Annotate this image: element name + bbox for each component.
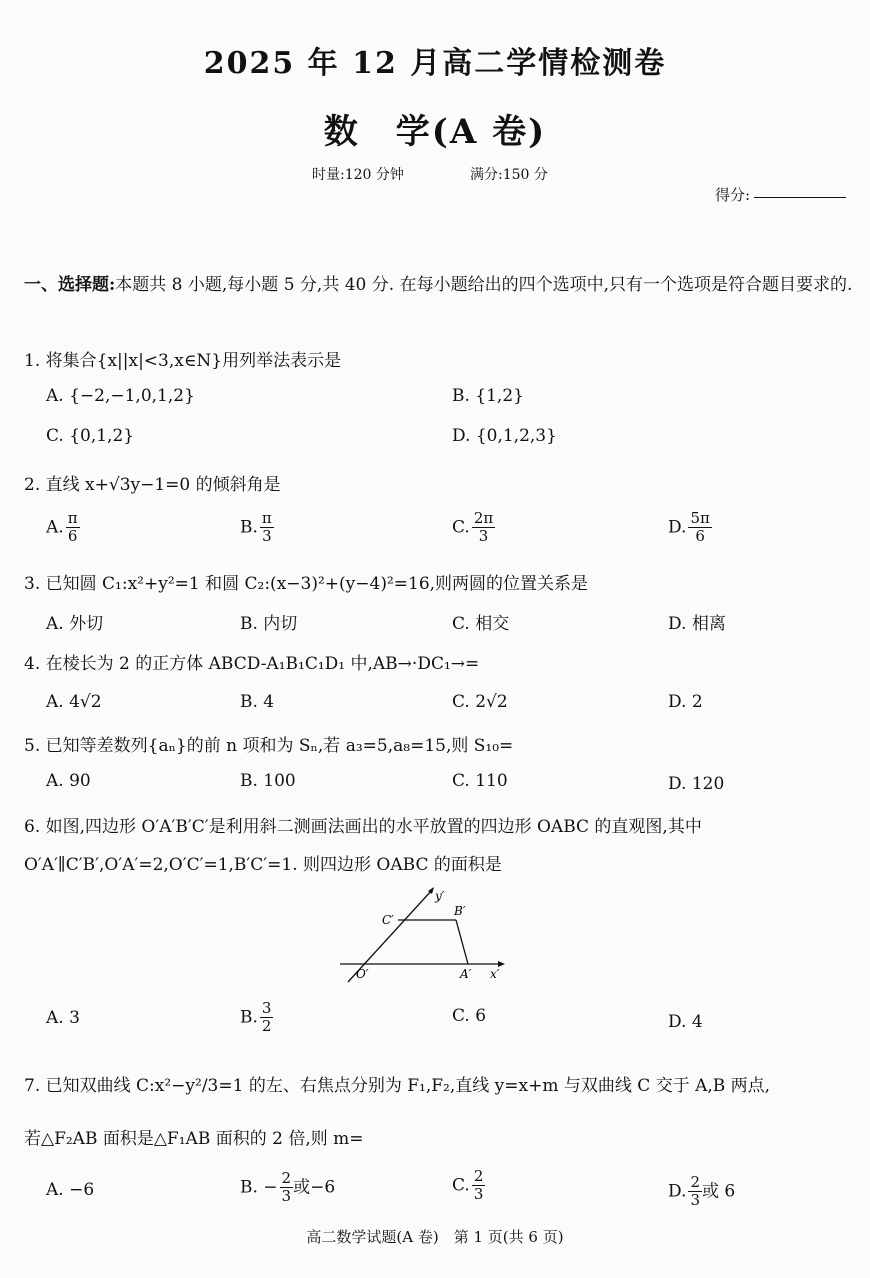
label-y: y′ [435,889,445,903]
fraction [688,510,711,546]
q6-option-a[interactable]: A. 3 [46,1008,80,1028]
q5-option-a[interactable]: A. 90 [46,771,91,791]
page-footer: 高二数学试题(A 卷) 第 1 页(共 6 页) [306,1228,564,1246]
question-7-stem-line2: 若△F₂AB 面积是△F₁AB 面积的 2 倍,则 m= [24,1129,364,1149]
fraction [66,510,80,546]
q4-option-b[interactable]: B. 4 [240,692,275,712]
numerator: 2 [281,1169,292,1187]
label-o: O′ [356,967,369,981]
q1-option-b[interactable]: B. {1,2} [452,386,524,406]
numerator: 2π [473,509,494,527]
fraction [688,1174,702,1210]
q1-option-c[interactable]: C. {0,1,2} [46,426,135,446]
question-7-stem-line1: 7. 已知双曲线 C:x²−y²/3=1 的左、右焦点分别为 F₁,F₂,直线 y=x+m 与双曲线 C 交于 A,B 两点, [24,1076,771,1096]
denominator: 3 [281,1187,292,1206]
segment-b-a [456,920,468,964]
option-label: C. [452,517,470,538]
question-6-stem-line2: O′A′∥C′B′,O′A′=2,O′C′=1,B′C′=1. 则四边形 OABC 的面积是 [24,855,502,875]
fraction [280,1170,294,1206]
denominator: 6 [695,527,705,546]
q4-option-a[interactable]: A. 4√2 [46,692,102,712]
option-label: B. [240,517,258,538]
q7-option-d[interactable] [668,1174,735,1210]
numerator: 3 [261,999,272,1017]
option-tail: 或−6 [293,1177,336,1198]
label-x: x′ [490,967,500,981]
fraction [472,510,495,546]
option-label: D. [668,517,687,538]
label-b: B′ [454,904,466,918]
q4-option-d[interactable]: D. 2 [668,692,703,712]
q6-option-c[interactable]: C. 6 [452,1006,487,1026]
numerator: 2 [473,1167,484,1185]
score-label: 得分: [714,186,750,204]
q6-option-d[interactable]: D. 4 [668,1012,703,1032]
denominator: 3 [262,527,272,546]
full-score: 满分:150 分 [470,167,548,183]
option-tail: 或 6 [701,1181,736,1202]
q3-option-b[interactable]: B. 内切 [240,614,298,634]
q2-option-b[interactable] [240,510,274,546]
score-blank[interactable] [754,197,846,198]
option-label: C. [452,1175,470,1196]
score-field[interactable] [715,184,846,205]
q3-option-c[interactable]: C. 相交 [452,614,510,634]
denominator: 6 [67,527,78,546]
question-3-stem: 3. 已知圆 C₁:x²+y²=1 和圆 C₂:(x−3)²+(y−4)²=16,则两圆的位置关系是 [24,574,589,594]
question-4-stem: 4. 在棱长为 2 的正方体 ABCD-A₁B₁C₁D₁ 中,AB→·DC₁→= [24,654,480,674]
option-label: A. [46,517,64,538]
numerator: π [67,509,78,527]
fraction [260,1000,274,1036]
q4-option-c[interactable]: C. 2√2 [452,692,508,712]
question-1-stem: 1. 将集合{x||x|<3,x∈N}用列举法表示是 [24,351,342,371]
label-c: C′ [382,913,394,927]
denominator: 3 [473,1185,484,1204]
q1-option-d[interactable]: D. {0,1,2,3} [452,426,557,446]
q2-option-a[interactable] [46,510,80,546]
q2-option-c[interactable] [452,510,495,546]
q5-option-c[interactable]: C. 110 [452,771,508,791]
denominator: 3 [690,1191,700,1210]
section-one-heading [24,264,854,306]
question-6-stem-line1: 6. 如图,四边形 O′A′B′C′是利用斜二测画法画出的水平放置的四边形 OABC 的直观图,其中 [24,817,702,837]
section-title: 一、选择题: [24,275,116,295]
denominator: 3 [478,527,489,546]
option-label: D. [668,1181,687,1202]
question-2-stem: 2. 直线 x+√3y−1=0 的倾斜角是 [24,475,281,495]
oblique-quadrilateral-figure [340,884,510,984]
q2-option-d[interactable] [668,510,712,546]
q7-option-c[interactable] [452,1168,485,1204]
time-limit: 时量:120 分钟 [312,167,404,183]
q6-option-b[interactable] [240,1000,273,1036]
denominator: 2 [261,1017,272,1036]
numerator: π [261,509,272,527]
numerator: 2 [690,1173,700,1191]
q5-option-d[interactable]: D. 120 [668,774,725,794]
q7-option-b[interactable] [240,1170,335,1206]
option-label: B. [240,1007,258,1028]
subject-title: 数 学(A 卷) [323,112,547,152]
label-a: A′ [460,967,472,981]
exam-title: 2025 年 12 月高二学情检测卷 [203,46,667,81]
q5-option-b[interactable]: B. 100 [240,771,296,791]
fraction [472,1168,486,1204]
option-label: B. − [240,1177,278,1198]
q1-option-a[interactable]: A. {−2,−1,0,1,2} [46,386,195,406]
q3-option-a[interactable]: A. 外切 [46,614,104,634]
numerator: 5π [690,509,710,527]
section-instructions: 本题共 8 小题,每小题 5 分,共 40 分. 在每小题给出的四个选项中,只有一个选项是符合题目要求的. [115,275,853,295]
q3-option-d[interactable]: D. 相离 [668,614,726,634]
fraction [260,510,274,546]
q7-option-a[interactable]: A. −6 [46,1180,95,1200]
question-5-stem: 5. 已知等差数列{aₙ}的前 n 项和为 Sₙ,若 a₃=5,a₈=15,则 S₁₀= [24,736,514,756]
